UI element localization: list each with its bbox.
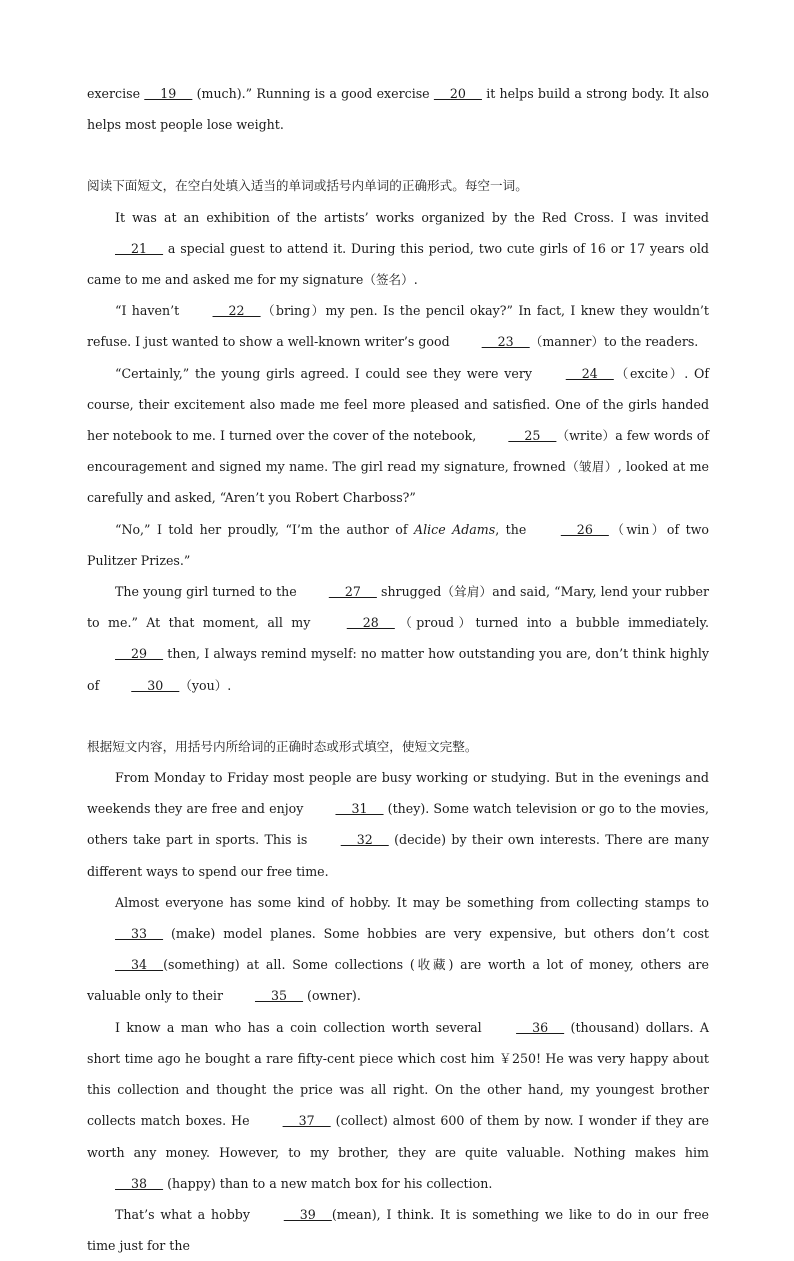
blank-22[interactable]: 22 [212, 303, 261, 319]
section2-paragraph-1: From Monday to Friday most people are busy working or studying. But in the evenings and weekends they are free and enjoy 31 (they). Some watch television or go to the movies, others take part in sports. This is 32 (decide) by their own interests. There are many different ways to spend our free time. [87, 770, 709, 879]
section1-paragraph-2: “I haven’t 22 （bring）my pen. Is the pencil okay?” In fact, I knew they wouldn’t refuse. I just wanted to show a well-known writer’s good 23 （manner）to the readers. [87, 295, 709, 357]
section2-paragraph-4: That’s what a hobby 39 (mean), I think. It is something we like to do in our free time just for the [87, 1199, 709, 1261]
blank-32[interactable]: 32 [340, 832, 389, 848]
section2-paragraph-2: Almost everyone has some kind of hobby. It may be something from collecting stamps to 33 (make) model planes. Some hobbies are very expensive, but others don’t cost 34 (something) at all. Some collections (收藏) are worth a lot of money, others are valuable only to their 35 (owner). [87, 887, 709, 1012]
blank-23[interactable]: 23 [481, 334, 530, 350]
blank-27[interactable]: 27 [328, 584, 377, 600]
blank-38[interactable]: 38 [115, 1175, 164, 1191]
blank-34[interactable]: 34 [115, 957, 164, 973]
section1-paragraph-1: It was at an exhibition of the artists’ works organized by the Red Cross. I was invited 21 a special guest to attend it. During this period, two cute girls of 16 or 17 years old came to me and asked me for my signature（签名）. [87, 209, 709, 288]
section1-paragraph-4: “No,” I told her proudly, “I’m the author of Alice Adams, the 26 （win）of two Pulitzer Prizes.” [87, 514, 709, 576]
blank-36[interactable]: 36 [516, 1019, 565, 1035]
blank-20[interactable]: 20 [433, 86, 482, 101]
section1-paragraph-5: The young girl turned to the 27 shrugged（耸肩）and said, “Mary, lend your rubber to me.” At that moment, all my 28 （proud）turned into a bubble immediately. 29 then, I always remind myself: no matter how outstanding you are, don’t think highly of 30 （you）. [87, 576, 709, 701]
section1-paragraph-3: “Certainly,” the young girls agreed. I could see they were very 24 （excite）. Of course, their excitement also made me feel more pleased and satisfied. One of the girls handed her notebook to me. I turned over the cover of the notebook, 25 （write）a few words of encouragement and signed my name. The girl read my signature, frowned（皱眉）, looked at me carefully and asked, “Aren’t you Robert Charboss?” [87, 358, 709, 514]
intro-paragraph: exercise 19 (much).” Running is a good exercise 20 it helps build a strong body. It also helps most people lose weight. [87, 78, 709, 140]
blank-35[interactable]: 35 [254, 988, 304, 1004]
section1-heading: 阅读下面短文，在空白处填入适当的单词或括号内单词的正确形式。每空一词。 [87, 178, 528, 194]
document-page [87, 78, 709, 1261]
blank-31[interactable]: 31 [335, 801, 384, 817]
blank-25[interactable]: 25 [508, 428, 557, 444]
blank-28[interactable]: 28 [346, 615, 395, 631]
blank-24[interactable]: 24 [565, 365, 614, 381]
blank-26[interactable]: 26 [560, 521, 609, 537]
blank-19[interactable]: 19 [144, 86, 193, 101]
section2-heading: 根据短文内容，用括号内所给词的正确时态或形式填空，使短文完整。 [87, 738, 478, 754]
blank-37[interactable]: 37 [282, 1113, 331, 1129]
book-title: Alice Adams [414, 521, 496, 537]
blank-21[interactable]: 21 [115, 240, 164, 256]
blank-39[interactable]: 39 [283, 1206, 332, 1222]
blank-30[interactable]: 30 [131, 677, 180, 693]
blank-29[interactable]: 29 [115, 646, 164, 662]
blank-33[interactable]: 33 [115, 926, 164, 942]
section2-paragraph-3: I know a man who has a coin collection worth several 36 (thousand) dollars. A short time ago he bought a rare fifty-cent piece which cost him ￥250! He was very happy about this collection and thought the price was all right. On the other hand, my youngest brother collects match boxes. He 37 (collect) almost 600 of them by now. I wonder if they are worth any money. However, to my brother, they are quite valuable. Nothing makes him 38 (happy) than to a new match box for his collection. [87, 1012, 709, 1199]
